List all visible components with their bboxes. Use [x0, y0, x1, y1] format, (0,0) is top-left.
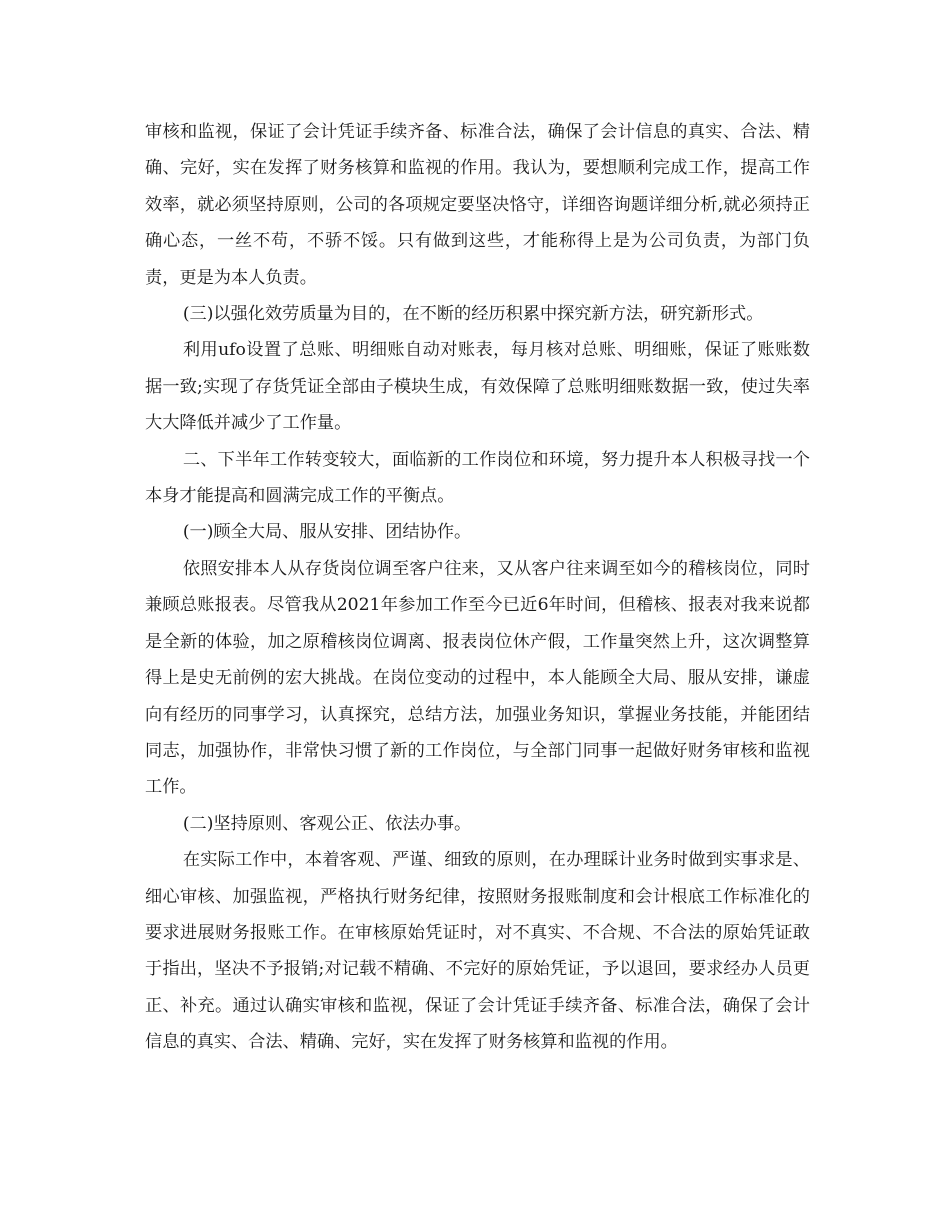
subheading-three: (三)以强化效劳质量为目的，在不断的经历积累中探究新方法，研究新形式。	[182, 304, 764, 325]
subheading-two: (二)坚持原则、客观公正、依法办事。	[182, 813, 472, 834]
paragraph-continuation: 审核和监视，保证了会计凭证手续齐备、标准合法，确保了会计信息的真实、合法、精确、完好，实在发挥了财务核算和监视的作用。我认为，要想顺利完成工作，提高工作效率，就必须坚持原则，公司的各项规定要坚决恪守，详细咨询题详细分析,就必须持正确心态，一丝不苟，不骄不馁。只有做到这些，才能称得上是为公司负责，为部门负责，更是为本人负责。	[145, 122, 810, 288]
paragraph-audit-practice: 在实际工作中，本着客观、严谨、细致的原则，在办理睬计业务时做到实事求是、细心审核、加强监视，严格执行财务纪律，按照财务报账制度和会计根底工作标准化的要求进展财务报账工作。在审核原始凭证时，对不真实、不合规、不合法的原始凭证敢于指出，坚决不予报销;对记载不精确、不完好的原始凭证，予以退回，要求经办人员更正、补充。通过认确实审核和监视，保证了会计凭证手续齐备、标准合法，确保了会计信息的真实、合法、精确、完好，实在发挥了财务核算和监视的作用。	[145, 850, 810, 1053]
paragraph-position-change: 依照安排本人从存货岗位调至客户往来，又从客户往来调至如今的稽核岗位，同时兼顾总账报表。尽管我从2021年参加工作至今已近6年时间，但稽核、报表对我来说都是全新的体验，加之原稽核岗位调离、报表岗位休产假，工作量突然上升，这次调整算得上是史无前例的宏大挑战。在岗位变动的过程中，本人能顾全大局、服从安排，谦虚向有经历的同事学习，认真探究，总结方法，加强业务知识，掌握业务技能，并能团结同志，加强协作，非常快习惯了新的工作岗位，与全部门同事一起做好财务审核和监视工作。	[145, 558, 810, 798]
paragraph-ufo: 利用ufo设置了总账、明细账自动对账表，每月核对总账、明细账，保证了账账数据一致;实现了存货凭证全部由子模块生成，有效保障了总账明细账数据一致，使过失率大大降低并减少了工作量。	[145, 340, 810, 434]
document-body	[145, 114, 810, 1061]
heading-second-half: 二、下半年工作转变较大，面临新的工作岗位和环境，努力提升本人积极寻找一个本身才能提高和圆满完成工作的平衡点。	[145, 449, 810, 507]
subheading-one: (一)顾全大局、服从安排、团结协作。	[182, 522, 472, 543]
